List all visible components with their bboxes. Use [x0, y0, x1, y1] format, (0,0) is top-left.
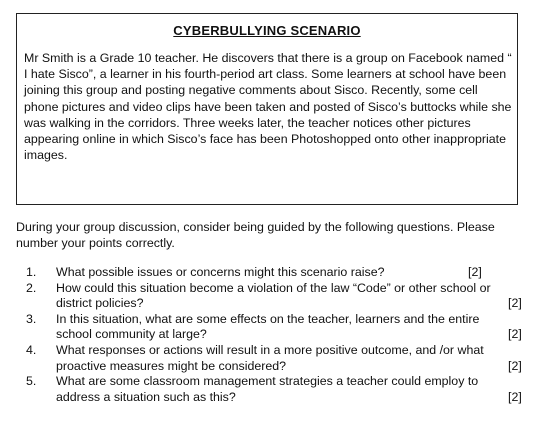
- question-list: [16, 265, 536, 405]
- scenario-body: Mr Smith is a Grade 10 teacher. He discovers that there is a group on Facebook named “ I hate Sisco”, a learner in his fourth-period art class. Some learners at school have been joining this group and posting negative comments about Sisco. Recently, some cell phone pictures and video clips have been taken and posted of Sisco’s buttocks while she was walking in the corridors. Three weeks later, the teacher notices other pictures appearing online in which Sisco’s face has been Photoshopped onto other inappropriate images.: [24, 51, 512, 163]
- question-item: [16, 343, 536, 374]
- question-mark: [2]: [468, 265, 482, 279]
- question-item: [16, 312, 536, 343]
- question-text: How could this situation become a violation of the law “Code” or other school or: [56, 280, 491, 295]
- question-number: 1.: [26, 265, 37, 279]
- discussion-instructions: During your group discussion, consider being guided by the following questions. Please number your points correctly.: [16, 220, 495, 251]
- question-mark: [2]: [508, 296, 522, 311]
- question-mark: [2]: [508, 358, 522, 373]
- question-text-continued: district policies?: [56, 296, 144, 311]
- question-text: What are some classroom management strategies a teacher could employ to: [56, 374, 479, 389]
- question-text: In this situation, what are some effects on the teacher, learners and the entire: [56, 311, 480, 326]
- question-item: [16, 265, 536, 281]
- question-number: 2.: [26, 280, 37, 295]
- question-number: 4.: [26, 342, 37, 357]
- question-text: What responses or actions will result in a more positive outcome, and /or what: [56, 342, 484, 357]
- question-number: 3.: [26, 311, 37, 326]
- question-text: What possible issues or concerns might this scenario raise?: [56, 265, 385, 279]
- question-item: [16, 374, 536, 405]
- question-text-continued: school community at large?: [56, 327, 207, 342]
- question-text-continued: address a situation such as this?: [56, 389, 236, 404]
- question-mark: [2]: [508, 327, 522, 342]
- question-item: [16, 281, 536, 312]
- question-number: 5.: [26, 374, 37, 389]
- scenario-title: CYBERBULLYING SCENARIO: [173, 23, 361, 38]
- question-mark: [2]: [508, 389, 522, 404]
- question-text-continued: proactive measures might be considered?: [56, 358, 287, 373]
- scenario-box: [16, 13, 518, 205]
